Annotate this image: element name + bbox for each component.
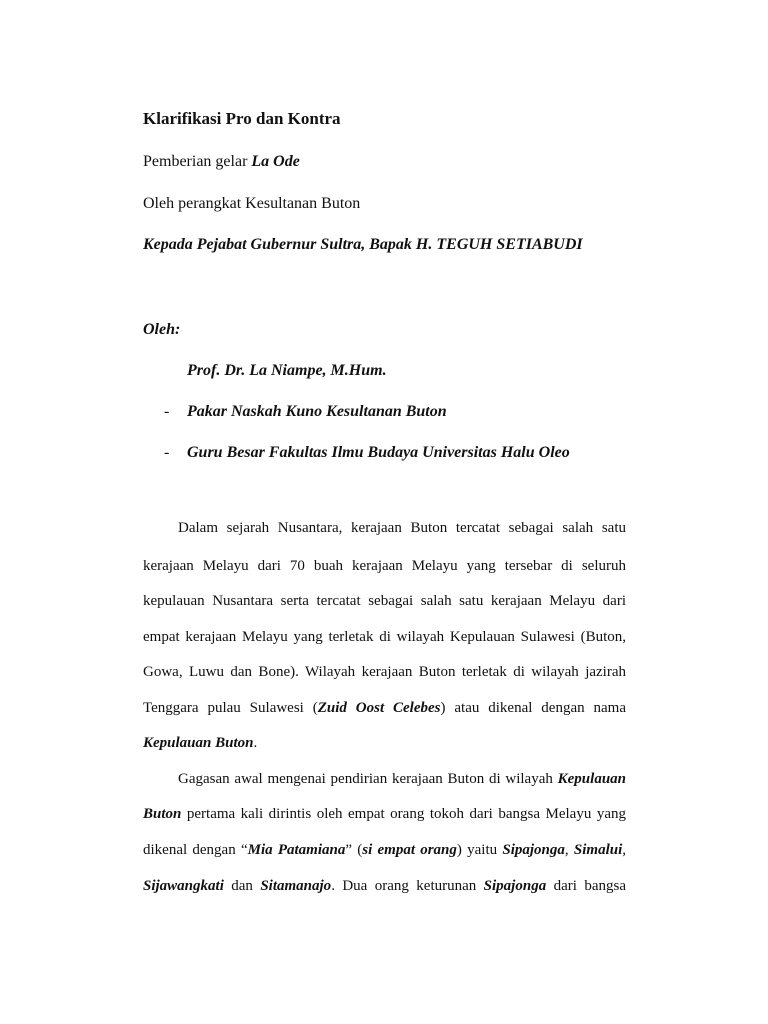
emphasis-text: Zuid Oost Celebes xyxy=(317,700,441,716)
paragraph-line: kerajaan Melayu dari 70 buah kerajaan Melayu yang tersebar di seluruh xyxy=(143,558,626,574)
emphasis-text: Sipajonga xyxy=(483,878,547,894)
paragraph-line: Gagasan awal mengenai pendirian kerajaan Buton di wilayah Kepulauan xyxy=(178,771,626,787)
author-name: Prof. Dr. La Niampe, M.Hum. xyxy=(187,362,387,379)
emphasis-text: Sipajonga xyxy=(502,842,565,858)
emphasis-text: Kepulauan Buton xyxy=(143,735,254,751)
emphasis-text: Sijawangkati xyxy=(143,878,224,894)
paragraph-line: dikenal dengan “Mia Patamiana” (si empat orang) yaitu Sipajonga, Simalui, xyxy=(143,842,627,858)
by-label: Oleh: xyxy=(143,321,181,338)
author-role: Pakar Naskah Kuno Kesultanan Buton xyxy=(187,403,447,420)
emphasis-text: Mia Patamiana xyxy=(247,842,346,858)
paragraph-line: Gowa, Luwu dan Bone). Wilayah kerajaan Buton terletak di wilayah jazirah xyxy=(143,664,626,680)
emphasis-text: Buton xyxy=(143,806,182,822)
emphasis-text: Kepulauan xyxy=(557,771,626,787)
recipient-line: Kepada Pejabat Gubernur Sultra, Bapak H. TEGUH SETIABUDI xyxy=(143,236,583,253)
paragraph-line: Kepulauan Buton. xyxy=(143,735,258,751)
paragraph-line: empat kerajaan Melayu yang terletak di wilayah Kepulauan Sulawesi (Buton, xyxy=(143,629,626,645)
subtitle-line-2: Oleh perangkat Kesultanan Buton xyxy=(143,195,361,212)
paragraph-line: Sijawangkati dan Sitamanajo. Dua orang keturunan Sipajonga dari bangsa xyxy=(143,878,626,894)
author-role: Guru Besar Fakultas Ilmu Budaya Universitas Halu Oleo xyxy=(187,444,570,461)
bullet-dash: - xyxy=(164,403,170,420)
emphasis-text: Sitamanajo xyxy=(260,878,332,894)
la-ode-emphasis: La Ode xyxy=(251,153,300,170)
paragraph-line: Tenggara pulau Sulawesi (Zuid Oost Celebes) atau dikenal dengan nama xyxy=(143,700,626,716)
bullet-dash: - xyxy=(164,444,170,461)
paragraph-line: Buton pertama kali dirintis oleh empat orang tokoh dari bangsa Melayu yang xyxy=(143,806,626,822)
paragraph-line: Dalam sejarah Nusantara, kerajaan Buton tercatat sebagai salah satu xyxy=(178,520,626,536)
subtitle-line: Pemberian gelar La Ode xyxy=(143,153,300,170)
emphasis-text: Simalui xyxy=(573,842,623,858)
emphasis-text: si empat orang xyxy=(362,842,457,858)
paragraph-line: kepulauan Nusantara serta tercatat sebagai salah satu kerajaan Melayu dari xyxy=(143,593,626,609)
document-title: Klarifikasi Pro dan Kontra xyxy=(143,109,341,128)
